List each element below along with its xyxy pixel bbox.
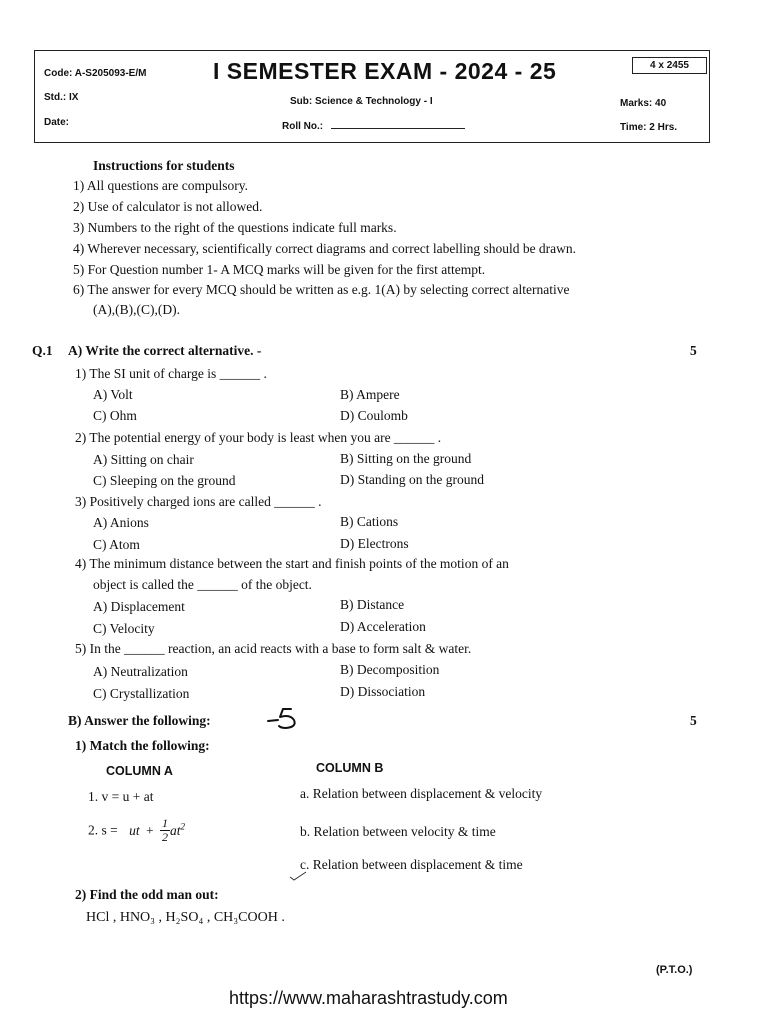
option-c: C) Ohm xyxy=(93,408,137,423)
option-d: D) Dissociation xyxy=(340,684,426,699)
mcq-text-continued: object is called the ______ of the object. xyxy=(93,577,312,592)
column-b-heading: COLUMN B xyxy=(316,761,384,775)
column-b-item-c: c. Relation between displacement & time xyxy=(300,857,523,872)
instruction-text: Numbers to the right of the questions indicate full marks. xyxy=(87,220,397,235)
time-label: Time: 2 Hrs. xyxy=(620,122,678,133)
column-b-item-a: a. Relation between displacement & velocity xyxy=(300,786,543,801)
tick-mark-icon xyxy=(288,868,312,882)
option-a: A) Displacement xyxy=(93,599,185,614)
website-url[interactable]: https://www.maharashtrastudy.com xyxy=(229,988,508,1008)
instruction-num: 4) xyxy=(73,241,85,256)
option-b: B) Sitting on the ground xyxy=(340,451,472,466)
option-a: A) Neutralization xyxy=(93,664,188,679)
mcq-text: In the ______ reaction, an acid reacts with a base to form salt & water. xyxy=(89,641,472,656)
part-a-text: A) Write the correct alternative. xyxy=(68,343,254,358)
equation-plus: + xyxy=(146,822,154,838)
match-heading: 1) Match the following: xyxy=(75,738,210,753)
mcq-num: 3) xyxy=(75,494,87,509)
column-a-heading: COLUMN A xyxy=(106,764,173,778)
instruction-item xyxy=(73,178,248,194)
part-a-heading xyxy=(68,343,261,359)
option-a: A) Volt xyxy=(93,387,133,402)
handwritten-mark-icon xyxy=(264,706,304,732)
mcq-text: The minimum distance between the start and finish points of the motion of an xyxy=(89,556,509,571)
instruction-item xyxy=(73,220,397,236)
instruction-item xyxy=(73,199,262,215)
instruction-num: 1) xyxy=(73,178,85,193)
equation-prefix: 2. s = xyxy=(88,822,118,838)
mcq-num: 4) xyxy=(75,556,87,571)
column-a-item-2 xyxy=(88,817,185,859)
option-c: C) Atom xyxy=(93,537,140,552)
instruction-num: 2) xyxy=(73,199,85,214)
instruction-num: 5) xyxy=(73,262,85,277)
mcq-num: 2) xyxy=(75,430,87,445)
odd-one-out-heading: 2) Find the odd man out: xyxy=(75,887,219,902)
option-d: D) Coulomb xyxy=(340,408,408,423)
mcq-question xyxy=(75,430,441,446)
part-b-heading: B) Answer the following: xyxy=(68,713,211,728)
equation-fraction: $\frac{1}{2}$ xyxy=(162,816,169,844)
roll-number-field xyxy=(282,119,465,132)
part-a-marks: 5 xyxy=(690,343,697,358)
instruction-text: The answer for every MCQ should be written as e.g. 1(A) by selecting correct alternative xyxy=(87,282,570,297)
option-b: B) Distance xyxy=(340,597,405,612)
instruction-num: 3) xyxy=(73,220,85,235)
mcq-text: The potential energy of your body is least when you are ______ . xyxy=(89,430,442,445)
equation-term-at2: $at^2$ xyxy=(170,821,186,839)
option-b: B) Ampere xyxy=(340,387,400,402)
option-a: A) Sitting on chair xyxy=(93,452,194,467)
option-c: C) Sleeping on the ground xyxy=(93,473,236,488)
roll-number-blank xyxy=(331,119,465,129)
exam-code: Code: A-S205093-E/M xyxy=(44,68,147,79)
instruction-item-continued: (A),(B),(C),(D). xyxy=(93,302,180,317)
option-d: D) Standing on the ground xyxy=(340,472,484,487)
part-a-mark: - xyxy=(256,343,262,358)
instruction-item xyxy=(73,241,576,257)
column-a-item-1: 1. v = u + at xyxy=(88,789,154,804)
marks-label: Marks: 40 xyxy=(620,98,667,109)
mcq-question xyxy=(75,494,321,510)
option-b: B) Decomposition xyxy=(340,662,440,677)
instruction-item xyxy=(73,262,485,278)
instruction-text: For Question number 1- A MCQ marks will be given for the first attempt. xyxy=(87,262,486,277)
instruction-num: 6) xyxy=(73,282,85,297)
date-label: Date: xyxy=(44,117,70,128)
instruction-item xyxy=(73,282,569,298)
mcq-question xyxy=(75,366,267,382)
exam-title: I SEMESTER EXAM - 2024 - 25 xyxy=(213,58,557,84)
mcq-num: 1) xyxy=(75,366,87,381)
roll-number-label: Roll No.: xyxy=(282,121,324,132)
instruction-text: All questions are compulsory. xyxy=(86,178,248,193)
option-d: D) Acceleration xyxy=(340,619,426,634)
option-c: C) Crystallization xyxy=(93,686,190,701)
mcq-text: Positively charged ions are called ______ . xyxy=(89,494,322,509)
please-turn-over: (P.T.O.) xyxy=(656,964,693,976)
option-d: D) Electrons xyxy=(340,536,409,551)
column-b-item-b: b. Relation between velocity & time xyxy=(300,824,496,839)
question-number: Q.1 xyxy=(32,343,53,358)
instruction-text: Wherever necessary, scientifically correct diagrams and correct labelling should be drawn. xyxy=(87,241,577,256)
instruction-text: Use of calculator is not allowed. xyxy=(87,199,263,214)
option-b: B) Cations xyxy=(340,514,399,529)
subject-label: Sub: Science & Technology - I xyxy=(290,96,433,107)
paper-code-box: 4 x 2455 xyxy=(632,57,707,74)
option-c: C) Velocity xyxy=(93,621,155,636)
mcq-num: 5) xyxy=(75,641,87,656)
instructions-heading: Instructions for students xyxy=(93,158,235,173)
odd-one-out-items: HCl , HNO₃ , H₂SO₄ , CH₃COOH . xyxy=(86,910,285,925)
mcq-question xyxy=(75,556,509,572)
standard-label: Std.: IX xyxy=(44,92,79,103)
option-a: A) Anions xyxy=(93,515,149,530)
part-b-marks: 5 xyxy=(690,713,697,728)
mcq-question xyxy=(75,641,471,657)
equation-term-ut: ut xyxy=(129,822,140,838)
mcq-text: The SI unit of charge is ______ . xyxy=(89,366,267,381)
